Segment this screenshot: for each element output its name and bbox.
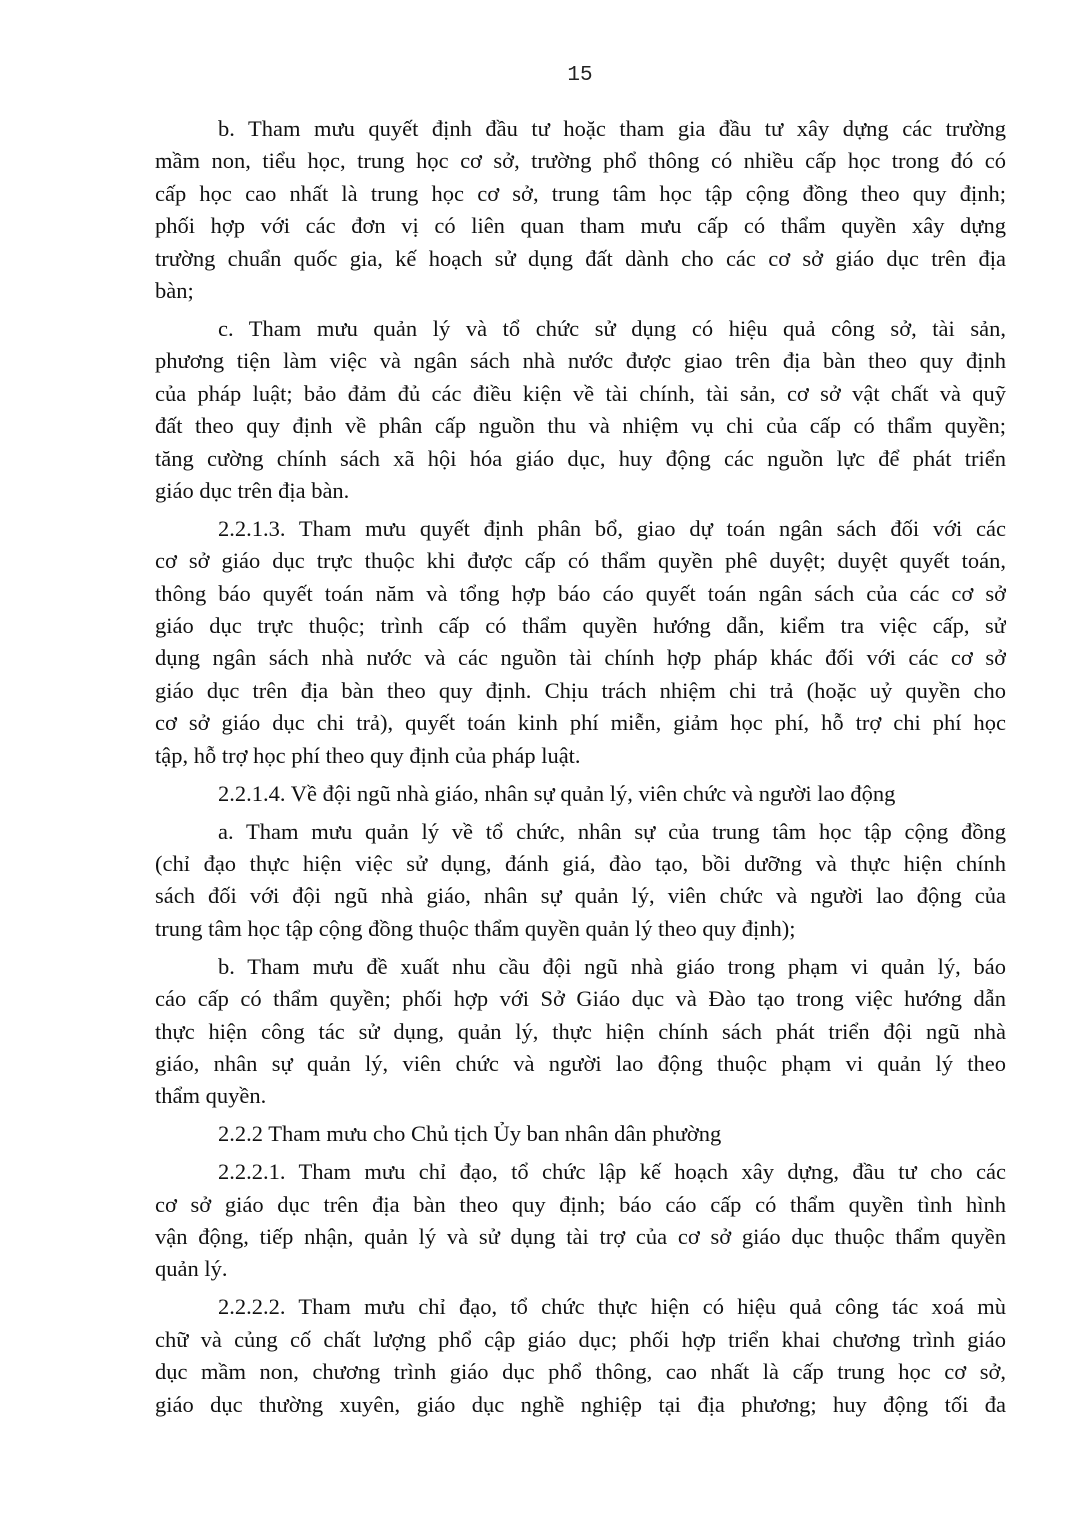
text-line: 2.2.1.4. Về đội ngũ nhà giáo, nhân sự quản lý, viên chức và người lao động [218,780,896,806]
text-line: của pháp luật; bảo đảm đủ các điều kiện về tài chính, tài sản, cơ sở vật chất và quỹ [155,380,1006,406]
document-body [155,113,1006,1427]
text-line: bàn; [155,277,194,303]
text-line: cơ sở giáo dục trực thuộc khi được cấp có thẩm quyền phê duyệt; duyệt quyết toán, [155,548,1006,574]
text-line: quản lý. [155,1256,228,1282]
text-line: dụng ngân sách nhà nước và các nguồn tài chính hợp pháp khác đối với các cơ sở [155,645,1006,671]
paragraph-para-b-staffing [155,951,1006,1113]
text-line: sách đối với đội ngũ nhà giáo, nhân sự quản lý, viên chức và người lao động của [155,883,1006,909]
text-line: giáo dục trên địa bàn. [155,477,350,503]
text-line: giáo, nhân sự quản lý, viên chức và người lao động thuộc phạm vi quản lý theo [155,1050,1006,1076]
page-number: 15 [567,64,593,87]
text-line: b. Tham mưu quyết định đầu tư hoặc tham gia đầu tư xây dựng các trường [218,116,1006,141]
text-line: dục mầm non, chương trình giáo dục phổ thông, cao nhất là cấp trung học cơ sở, [155,1359,1006,1385]
text-line: giáo dục trực thuộc; trình cấp có thẩm quyền hướng dẫn, kiểm tra việc cấp, sử [155,613,1006,639]
text-line: thực hiện công tác sử dụng, quản lý, thực hiện chính sách phát triển đội ngũ nhà [155,1018,1006,1044]
text-line: trung tâm học tập cộng đồng thuộc thẩm quyền quản lý theo quy định); [155,915,796,941]
text-line: a. Tham mưu quản lý về tổ chức, nhân sự của trung tâm học tập cộng đồng [218,818,1006,844]
paragraph-para-2-2-2 [155,1118,1006,1150]
text-line: cơ sở giáo dục chi trả), quyết toán kinh phí miễn, giảm học phí, hỗ trợ chi phí học [155,710,1006,736]
paragraph-para-a-organization [155,816,1006,946]
text-line: vận động, tiếp nhận, quản lý và sử dụng tài trợ của cơ sở giáo dục thuộc thẩm quyền [155,1224,1006,1250]
paragraph-para-c-assets [155,313,1006,507]
text-line: cơ sở giáo dục trên địa bàn theo quy định; báo cáo cấp có thẩm quyền tình hình [155,1191,1006,1217]
text-line: mầm non, tiểu học, trung học cơ sở, trường phổ thông có nhiều cấp học trong đó có [155,148,1006,174]
text-line: giáo dục trên địa bàn theo quy định. Chịu trách nhiệm chi trả (hoặc uỷ quyền cho [155,677,1006,703]
text-line: chữ và củng cố chất lượng phổ cập giáo dục; phối hợp triển khai chương trình giáo [155,1326,1006,1352]
paragraph-para-b-investment [155,113,1006,307]
text-line: phối hợp với các đơn vị có liên quan tham mưu cấp có thẩm quyền xây dựng [155,213,1006,239]
text-line: cáo cấp có thẩm quyền; phối hợp với Sở Giáo dục và Đào tạo trong việc hướng dẫn [155,986,1006,1012]
text-line: 2.2.1.3. Tham mưu quyết định phân bổ, giao dự toán ngân sách đối với các [218,515,1006,541]
text-line: thẩm quyền. [155,1083,267,1109]
text-line: phương tiện làm việc và ngân sách nhà nước được giao trên địa bàn theo quy định [155,348,1006,374]
text-line: (chỉ đạo thực hiện việc sử dụng, đánh giá, đào tạo, bồi dưỡng và thực hiện chính [155,850,1006,876]
paragraph-para-2-2-2-1 [155,1156,1006,1286]
paragraph-para-2-2-1-3 [155,513,1006,772]
text-line: 2.2.2 Tham mưu cho Chủ tịch Ủy ban nhân dân phường [218,1121,722,1147]
text-line: tập, hỗ trợ học phí theo quy định của pháp luật. [155,742,581,768]
text-line: trường chuẩn quốc gia, kế hoạch sử dụng đất dành cho các cơ sở giáo dục trên địa [155,245,1006,271]
text-line: 2.2.2.2. Tham mưu chỉ đạo, tổ chức thực hiện có hiệu quả công tác xoá mù [218,1294,1006,1320]
text-line: b. Tham mưu đề xuất nhu cầu đội ngũ nhà giáo trong phạm vi quản lý, báo [218,953,1006,979]
text-line: đất theo quy định về phân cấp nguồn thu và nhiệm vụ chi của cấp có thẩm quyền; [155,413,1006,439]
paragraph-para-2-2-1-4 [155,778,1006,810]
text-line: 2.2.2.1. Tham mưu chỉ đạo, tổ chức lập kế hoạch xây dựng, đầu tư cho các [218,1159,1006,1185]
text-line: thông báo quyết toán năm và tổng hợp báo cáo quyết toán ngân sách của các cơ sở [155,580,1006,606]
text-line: c. Tham mưu quản lý và tổ chức sử dụng có hiệu quả công sở, tài sản, [218,315,1006,341]
text-line: giáo dục thường xuyên, giáo dục nghề nghiệp tại địa phương; huy động tối đa [155,1391,1006,1417]
paragraph-para-2-2-2-2 [155,1291,1006,1421]
text-line: tăng cường chính sách xã hội hóa giáo dục, huy động các nguồn lực để phát triển [155,445,1006,471]
text-line: cấp học cao nhất là trung học cơ sở, trung tâm học tập cộng đồng theo quy định; [155,180,1006,206]
